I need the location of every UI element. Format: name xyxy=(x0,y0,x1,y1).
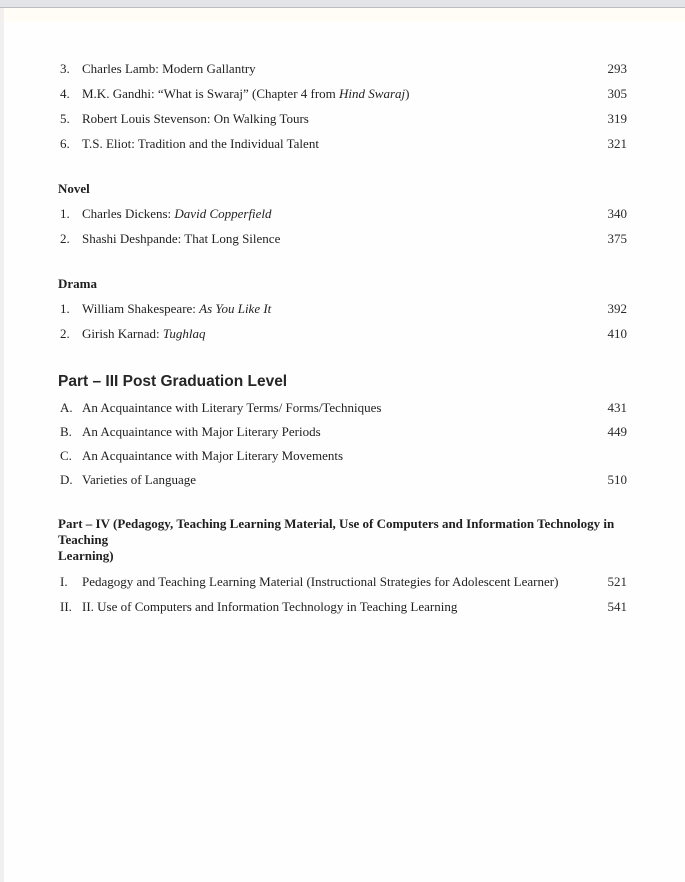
entry-title xyxy=(82,110,591,127)
entry-title-text: Girish Karnad: xyxy=(82,326,163,341)
toc-entry-row xyxy=(58,135,627,152)
entry-page-number: 449 xyxy=(607,424,627,439)
entry-title-text: II. Use of Computers and Information Technology in Teaching Learning xyxy=(82,599,458,614)
entry-number: 1. xyxy=(60,301,70,316)
toc-entry-row xyxy=(58,447,627,464)
entry-title-text: William Shakespeare: xyxy=(82,301,200,316)
document-page xyxy=(58,60,627,623)
scan-top-band xyxy=(0,0,685,8)
entry-title xyxy=(82,399,591,416)
toc-entry-row xyxy=(58,85,627,102)
entry-title-text: Charles Dickens: xyxy=(82,206,175,221)
section-heading-novel: Novel xyxy=(58,181,90,196)
section-heading-part-4-line-1: Part – IV (Pedagogy, Teaching Learning Material, Use of Computers and Information Technology in Teaching xyxy=(58,516,615,547)
section-heading-part-4 xyxy=(58,516,627,564)
entry-number: 3. xyxy=(60,61,70,76)
scan-paper-tint xyxy=(0,8,685,22)
toc-entry-row xyxy=(58,573,627,590)
entry-title xyxy=(82,423,591,440)
toc-entry-row xyxy=(58,598,627,615)
part-3-entries xyxy=(58,399,627,488)
entry-title xyxy=(82,300,591,317)
entry-title-text: Pedagogy and Teaching Learning Material (Instructional Strategies for Adolescent Learner) xyxy=(82,574,559,589)
entry-number: D. xyxy=(60,472,73,487)
entry-page-number: 510 xyxy=(607,472,627,487)
entry-title xyxy=(82,135,591,152)
entry-page-number: 431 xyxy=(607,400,627,415)
toc-entry-row xyxy=(58,60,627,77)
entry-title xyxy=(82,598,591,615)
entry-title xyxy=(82,60,591,77)
entry-title-text: Robert Louis Stevenson: On Walking Tours xyxy=(82,111,309,126)
entry-title-text: An Acquaintance with Major Literary Periods xyxy=(82,424,321,439)
toc-entry-row xyxy=(58,325,627,342)
entry-page-number: 321 xyxy=(607,136,627,151)
section-heading-part-4-line-2: Learning) xyxy=(58,548,114,563)
entry-title xyxy=(82,447,591,464)
entry-page-number: 392 xyxy=(607,301,627,316)
entry-title-text: Shashi Deshpande: That Long Silence xyxy=(82,231,281,246)
entry-page-number: 541 xyxy=(607,599,627,614)
toc-entry-row xyxy=(58,230,627,247)
entry-number: 2. xyxy=(60,326,70,341)
entry-title xyxy=(82,205,591,222)
entry-title-text: M.K. Gandhi: “What is Swaraj” (Chapter 4 from xyxy=(82,86,340,101)
entry-title-italic: As You Like It xyxy=(199,301,272,316)
entry-title-suffix: ) xyxy=(405,86,410,101)
entry-title-italic: Hind Swaraj xyxy=(339,86,406,101)
entry-title-italic: David Copperfield xyxy=(174,206,272,221)
entry-page-number: 340 xyxy=(607,206,627,221)
section-heading-part-3: Part – III Post Graduation Level xyxy=(58,373,288,390)
toc-entry-row xyxy=(58,423,627,440)
toc-entry-row xyxy=(58,205,627,222)
entry-title-text: Varieties of Language xyxy=(82,472,197,487)
entry-number: 6. xyxy=(60,136,70,151)
entry-title-text: Charles Lamb: Modern Gallantry xyxy=(82,61,256,76)
entry-page-number: 410 xyxy=(607,326,627,341)
toc-entry-row xyxy=(58,110,627,127)
entry-title-text: T.S. Eliot: Tradition and the Individual Talent xyxy=(82,136,319,151)
entry-number: B. xyxy=(60,424,72,439)
entry-number: A. xyxy=(60,400,73,415)
toc-entry-row xyxy=(58,300,627,317)
entry-number: 2. xyxy=(60,231,70,246)
entry-number: 4. xyxy=(60,86,70,101)
entry-title xyxy=(82,573,591,590)
entry-title-italic: Tughlaq xyxy=(162,326,206,341)
entry-number: 5. xyxy=(60,111,70,126)
entry-number: I. xyxy=(60,574,68,589)
scan-left-edge xyxy=(0,8,4,882)
entry-number: II. xyxy=(60,599,72,614)
entry-page-number: 521 xyxy=(607,574,627,589)
entry-title-text: An Acquaintance with Literary Terms/ Forms/Techniques xyxy=(82,400,382,415)
section-heading-drama: Drama xyxy=(58,276,97,291)
entry-number: C. xyxy=(60,448,72,463)
toc-entry-row xyxy=(58,399,627,416)
entry-title xyxy=(82,325,591,342)
entry-title xyxy=(82,471,591,488)
entry-title-text: An Acquaintance with Major Literary Movements xyxy=(82,448,344,463)
entry-page-number: 305 xyxy=(607,86,627,101)
entry-page-number: 293 xyxy=(607,61,627,76)
entry-page-number: 375 xyxy=(607,231,627,246)
entry-number: 1. xyxy=(60,206,70,221)
entry-title xyxy=(82,85,591,102)
entry-page-number: 319 xyxy=(607,111,627,126)
entry-title xyxy=(82,230,591,247)
toc-entry-row xyxy=(58,471,627,488)
